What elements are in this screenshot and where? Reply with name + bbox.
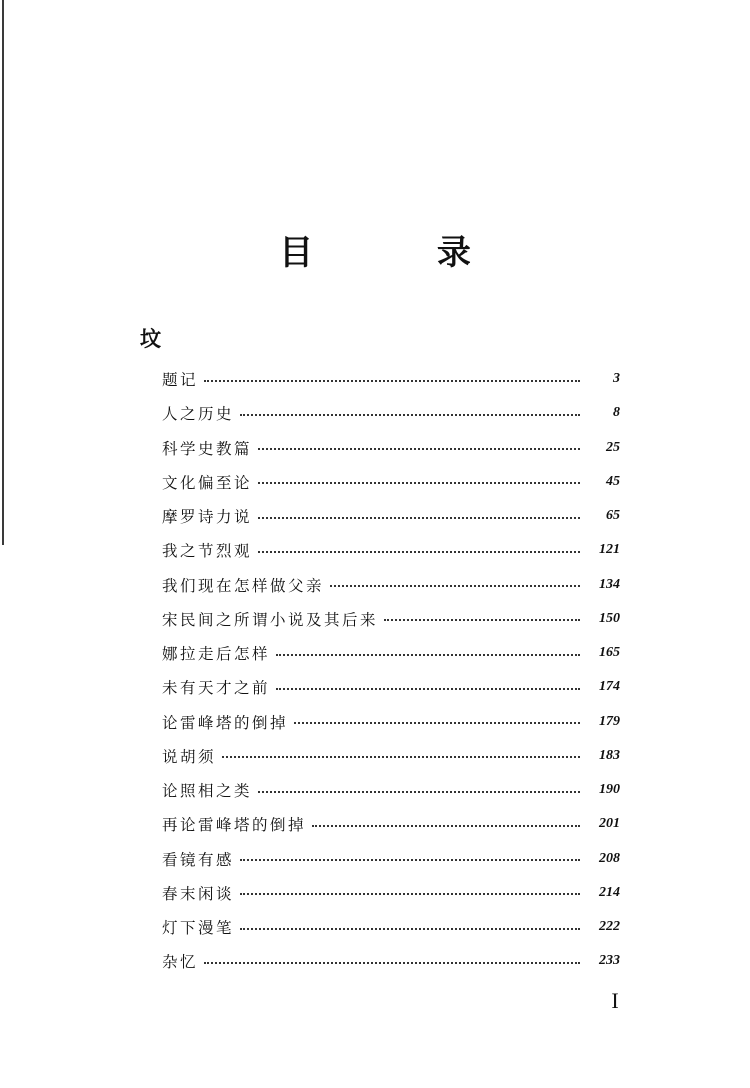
toc-entry-page: 165 [599, 645, 620, 661]
toc-entry-page: 208 [599, 850, 620, 866]
toc-leader-dots [276, 654, 580, 656]
toc-leader-dots [276, 688, 580, 690]
toc-entry-title: 人之历史 [162, 405, 235, 424]
toc-entry-title: 题记 [162, 371, 199, 390]
toc-entry-page: 222 [599, 919, 620, 935]
toc-entry-page: 179 [599, 713, 620, 729]
page-title: 目 录 [279, 233, 527, 273]
toc-entry [162, 636, 620, 670]
toc-entry-page: 183 [599, 747, 620, 763]
toc-entry [162, 944, 620, 978]
toc-leader-dots [240, 859, 580, 861]
toc-entry-title: 未有天才之前 [162, 679, 271, 698]
toc-entry-title: 说胡须 [162, 747, 217, 766]
toc-entry [162, 807, 620, 841]
toc-entry [162, 499, 620, 533]
section-heading: 坟 [140, 326, 161, 351]
toc-entry [162, 739, 620, 773]
toc-leader-dots [294, 722, 580, 724]
page-number: I [611, 988, 619, 1013]
toc-entry [162, 705, 620, 739]
toc-entry [162, 362, 620, 396]
toc-leader-dots [240, 928, 580, 930]
toc-entry [162, 396, 620, 430]
toc-entry [162, 602, 620, 636]
toc-leader-dots [312, 825, 580, 827]
toc-entry-title: 再论雷峰塔的倒掉 [162, 816, 307, 835]
toc-entry-title: 科学史教篇 [162, 439, 253, 458]
toc-entry-page: 233 [599, 953, 620, 969]
toc-leader-dots [204, 380, 580, 382]
toc-entry [162, 568, 620, 602]
toc-entry-page: 25 [606, 439, 620, 455]
toc-entry [162, 910, 620, 944]
toc-leader-dots [222, 756, 580, 758]
toc-leader-dots [258, 448, 580, 450]
toc-entry-page: 45 [606, 473, 620, 489]
toc-entry-page: 8 [613, 405, 620, 421]
toc-leader-dots [240, 893, 580, 895]
toc-entry-title: 娜拉走后怎样 [162, 645, 271, 664]
toc-entry-title: 灯下漫笔 [162, 919, 235, 938]
toc-entry-title: 宋民间之所谓小说及其后来 [162, 610, 379, 629]
toc-entry-title: 看镜有感 [162, 850, 235, 869]
toc-entry-title: 论照相之类 [162, 782, 253, 801]
toc-leader-dots [330, 585, 580, 587]
toc-entry-page: 174 [599, 679, 620, 695]
toc-entry-page: 214 [599, 884, 620, 900]
toc-entry-title: 论雷峰塔的倒掉 [162, 713, 289, 732]
toc-entry [162, 773, 620, 807]
toc-leader-dots [240, 414, 580, 416]
toc-entry-title: 我们现在怎样做父亲 [162, 576, 325, 595]
toc-entry [162, 533, 620, 567]
toc-leader-dots [258, 517, 580, 519]
toc-entry [162, 431, 620, 465]
toc-leader-dots [258, 482, 580, 484]
toc-entry-title: 杂忆 [162, 953, 199, 972]
toc-entry-page: 190 [599, 782, 620, 798]
toc-entry-page: 121 [599, 542, 620, 558]
toc-leader-dots [384, 619, 580, 621]
toc-entry-page: 201 [599, 816, 620, 832]
toc-entry [162, 876, 620, 910]
toc-list [162, 362, 620, 979]
toc-entry [162, 465, 620, 499]
toc-leader-dots [258, 551, 580, 553]
toc-entry-page: 150 [599, 610, 620, 626]
toc-entry-page: 3 [613, 371, 620, 387]
toc-entry-page: 65 [606, 508, 620, 524]
toc-entry [162, 670, 620, 704]
toc-entry-title: 摩罗诗力说 [162, 508, 253, 527]
toc-entry-page: 134 [599, 576, 620, 592]
toc-leader-dots [204, 962, 580, 964]
toc-entry-title: 文化偏至论 [162, 473, 253, 492]
toc-entry-title: 我之节烈观 [162, 542, 253, 561]
toc-entry-title: 春末闲谈 [162, 884, 235, 903]
toc-entry [162, 842, 620, 876]
toc-leader-dots [258, 791, 580, 793]
